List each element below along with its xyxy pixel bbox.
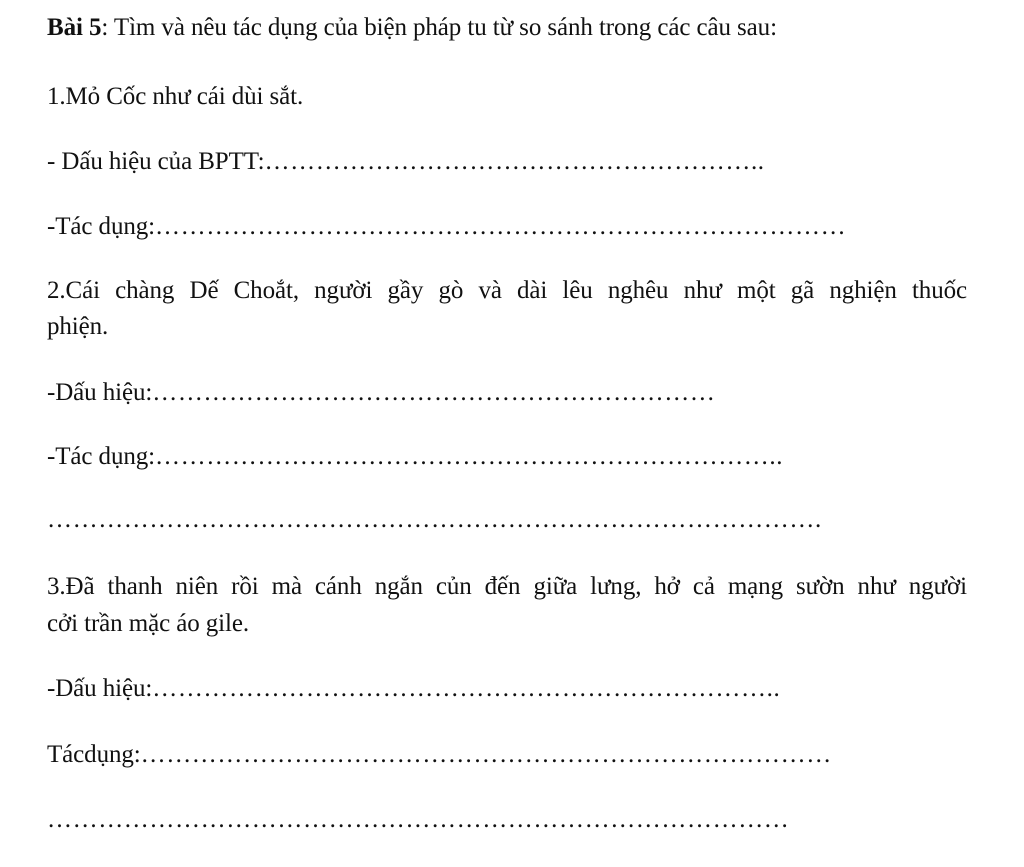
- q3-effect-label: Tácdụng:: [47, 741, 141, 768]
- exercise-label: Bài 5: [47, 14, 102, 41]
- q1-sign-label: - Dấu hiệu của BPTT:: [47, 148, 265, 175]
- q3-effect-blank: ………………………………………………………………………: [140, 741, 832, 768]
- q2-extra-blank: ……………………………………………………………………………….: [47, 506, 822, 533]
- q1-effect-line: [47, 212, 846, 242]
- q1-effect-blank: ………………………………………………………………………: [155, 213, 847, 240]
- q3-sign-blank: ………………………………………………………………..: [152, 675, 781, 702]
- q3-extra-blank: ……………………………………………………………………………: [47, 806, 790, 833]
- q2-sign-blank: …………………………………………………………: [152, 379, 716, 406]
- q3-sign-line: [47, 674, 780, 704]
- q3-sentence-line2: cởi trần mặc áo gile.: [47, 610, 250, 637]
- q2-sign-line: [47, 378, 715, 408]
- q2-effect-line: [47, 442, 783, 472]
- exercise-title: [47, 13, 777, 43]
- q1-sign-line: [47, 147, 765, 177]
- q2-effect-blank: ………………………………………………………………..: [155, 443, 784, 470]
- q1-effect-label: -Tác dụng:: [47, 213, 155, 240]
- exercise-instruction: : Tìm và nêu tác dụng của biện pháp tu từ so sánh trong các câu sau:: [101, 14, 777, 41]
- q1-sentence: 1.Mỏ Cốc như cái dùi sắt.: [47, 83, 304, 110]
- q1-sign-blank: …………………………………………………..: [264, 148, 765, 175]
- q3-effect-line: [47, 740, 832, 770]
- q2-sentence-line2: phiện.: [47, 313, 109, 340]
- q2-sign-label: -Dấu hiệu:: [47, 379, 153, 406]
- q3-sentence-line1: 3.Đã thanh niên rồi mà cánh ngắn củn đến giữa lưng, hở cả mạng sườn như người: [47, 573, 967, 600]
- q2-effect-label: -Tác dụng:: [47, 443, 155, 470]
- q2-sentence-line1: 2.Cái chàng Dế Choắt, người gầy gò và dài lêu nghêu như một gã nghiện thuốc: [47, 277, 967, 304]
- q3-sign-label: -Dấu hiệu:: [47, 675, 153, 702]
